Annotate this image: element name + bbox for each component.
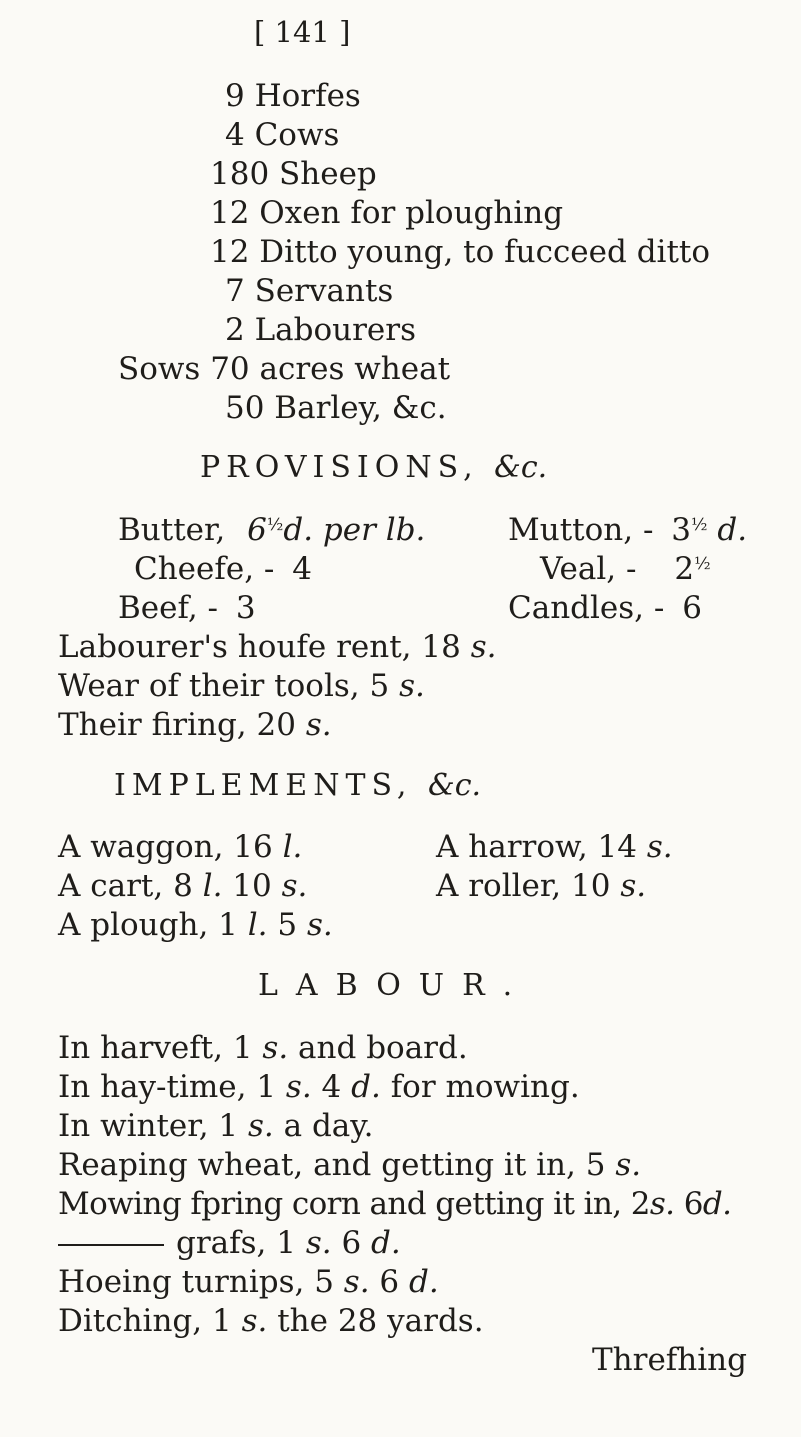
- cart-extra: 10: [232, 868, 272, 904]
- cart-extra-unit: s.: [281, 868, 308, 904]
- butter-value: 6: [247, 512, 267, 548]
- hoeing-text: Hoeing turnips, 5: [58, 1264, 334, 1300]
- provisions-mutton: [508, 512, 747, 553]
- labour-winter: [58, 1108, 374, 1144]
- mutton-value: 3: [671, 512, 692, 548]
- labour-ditching: [58, 1303, 484, 1339]
- ditto-rule: [58, 1244, 164, 1246]
- mowing-text: Mowing fpring corn and getting it in, 2: [58, 1186, 650, 1222]
- butter-unit: d. per lb.: [283, 512, 426, 548]
- page-number: [ 141 ]: [254, 15, 351, 49]
- implement-waggon: [58, 829, 302, 865]
- hoeing-unit-s: s.: [343, 1264, 370, 1300]
- winter-rest: a day.: [283, 1108, 374, 1144]
- hoeing-unit-d: d.: [409, 1264, 439, 1300]
- plough-unit: l.: [247, 907, 268, 943]
- winter-unit: s.: [248, 1108, 274, 1144]
- labour-heading: LABOUR.: [258, 968, 531, 1003]
- ditching-rest: the 28 yards.: [277, 1303, 484, 1339]
- stock-sheep: 180 Sheep: [210, 156, 377, 192]
- implements-heading-text: IMPLEMENTS,: [114, 768, 413, 803]
- grass-pence: 6: [341, 1225, 362, 1261]
- stock-cows: 4 Cows: [225, 117, 340, 153]
- harrow-text: A harrow, 14: [436, 829, 638, 865]
- labour-hay: [58, 1069, 580, 1105]
- grass-unit-d: d.: [371, 1225, 401, 1261]
- house-rent: [58, 629, 496, 665]
- hay-text: In hay-time, 1: [58, 1069, 277, 1105]
- provisions-row-cheese: [134, 551, 312, 587]
- stock-oxen: 12 Oxen for ploughing: [210, 195, 564, 231]
- grass-unit-s: s.: [305, 1225, 332, 1261]
- mowing-pence: 6: [683, 1186, 703, 1222]
- roller-text: A roller, 10: [436, 868, 611, 904]
- mowing-unit-d: d.: [702, 1186, 732, 1222]
- implement-roller: [436, 868, 646, 904]
- beef-label: Beef, -: [118, 590, 219, 626]
- mutton-label: Mutton, -: [508, 512, 654, 548]
- provisions-heading-text: PROVISIONS,: [200, 450, 479, 485]
- provisions-candles: [508, 590, 702, 626]
- cart-unit: l.: [202, 868, 223, 904]
- firing-text: Their firing, 20: [58, 707, 296, 743]
- harrow-unit: s.: [646, 829, 673, 865]
- cart-text: A cart, 8: [58, 868, 193, 904]
- stock-servants: 7 Servants: [225, 273, 394, 309]
- hay-pence: 4: [321, 1069, 342, 1105]
- labour-mowing: [58, 1186, 731, 1222]
- implement-harrow: [436, 829, 673, 865]
- beef-value: 3: [235, 590, 256, 626]
- provisions-veal: [540, 551, 711, 592]
- hay-unit-s: s.: [285, 1069, 312, 1105]
- waggon-unit: l.: [282, 829, 303, 865]
- sows-barley: 50 Barley, &c.: [225, 390, 447, 426]
- labour-harvest: [58, 1030, 468, 1066]
- hay-unit-d: d.: [351, 1069, 381, 1105]
- candles-label: Candles, -: [508, 590, 665, 626]
- sows-wheat: Sows 70 acres wheat: [118, 351, 451, 387]
- harvest-rest: and board.: [298, 1030, 468, 1066]
- provisions-heading: [200, 450, 547, 486]
- tools-wear-unit: s.: [399, 668, 425, 704]
- tools-wear-text: Wear of their tools, 5: [58, 668, 390, 704]
- harvest-unit: s.: [262, 1030, 289, 1066]
- provisions-row-beef: [118, 590, 256, 626]
- house-rent-unit: s.: [470, 629, 497, 665]
- plough-text: A plough, 1: [58, 907, 238, 943]
- cheese-label: Cheefe, -: [134, 551, 275, 587]
- grass-text: grafs, 1: [176, 1225, 296, 1261]
- mutton-unit: d.: [717, 512, 748, 548]
- labour-grass: [58, 1225, 401, 1261]
- plough-extra: 5: [277, 907, 298, 943]
- implements-heading: [114, 768, 481, 804]
- labour-reaping: [58, 1147, 641, 1183]
- stock-horses: 9 Horfes: [225, 78, 361, 114]
- stock-labourers: 2 Labourers: [225, 312, 417, 348]
- cheese-value: 4: [292, 551, 312, 587]
- firing-unit: s.: [305, 707, 332, 743]
- veal-label: Veal, -: [540, 551, 637, 587]
- reaping-unit: s.: [615, 1147, 642, 1183]
- mutton-fraction: ½: [691, 515, 708, 535]
- implement-cart: [58, 868, 307, 904]
- ditching-unit: s.: [241, 1303, 268, 1339]
- hoeing-pence: 6: [379, 1264, 400, 1300]
- butter-label: Butter,: [118, 512, 226, 548]
- provisions-heading-etc: &c.: [494, 450, 548, 485]
- labour-hoeing: [58, 1264, 439, 1300]
- veal-value: 2: [674, 551, 695, 587]
- winter-text: In winter, 1: [58, 1108, 239, 1144]
- tools-wear: [58, 668, 425, 704]
- house-rent-text: Labourer's houfe rent, 18: [58, 629, 461, 665]
- mowing-unit-s: s.: [649, 1186, 675, 1222]
- waggon-text: A waggon, 16: [58, 829, 273, 865]
- implements-heading-etc: &c.: [428, 768, 482, 803]
- provisions-row-butter: [118, 512, 425, 553]
- plough-extra-unit: s.: [306, 907, 333, 943]
- reaping-text: Reaping wheat, and getting it in, 5: [58, 1147, 606, 1183]
- veal-fraction: ½: [694, 554, 711, 574]
- candles-value: 6: [682, 590, 702, 626]
- roller-unit: s.: [620, 868, 647, 904]
- catchword: Threfhing: [592, 1342, 747, 1378]
- harvest-text: In harveft, 1: [58, 1030, 253, 1066]
- butter-fraction: ½: [266, 515, 284, 535]
- ditching-text: Ditching, 1: [58, 1303, 232, 1339]
- stock-oxen-young: 12 Ditto young, to fucceed ditto: [210, 234, 711, 270]
- firing: [58, 707, 332, 743]
- implement-plough: [58, 907, 333, 943]
- hay-rest: for mowing.: [390, 1069, 580, 1105]
